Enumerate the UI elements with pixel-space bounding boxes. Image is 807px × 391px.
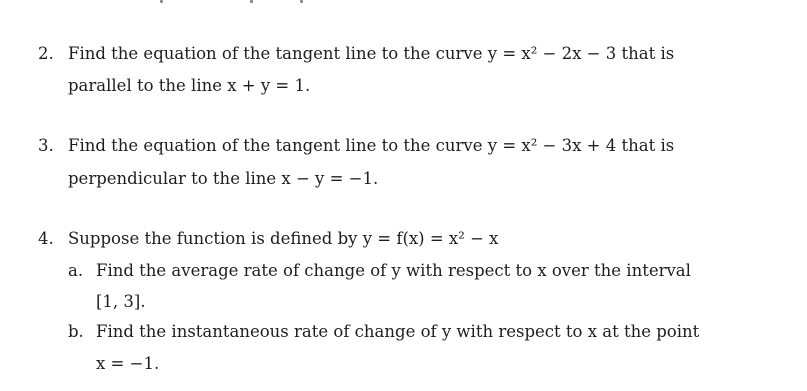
problem-4b-line-1: Find the instantaneous rate of change of y with respect to x at the point [96,322,700,341]
problem-2-line-2: parallel to the line x + y = 1. [68,76,311,95]
problem-3-number: 3. [38,136,54,155]
problem-4b-letter: b. [68,322,84,341]
problem-3-line-1: Find the equation of the tangent line to the curve y = x² − 3x + 4 that is [68,136,675,155]
problem-3-line-2: perpendicular to the line x − y = −1. [68,169,379,188]
problem-4a-line-2: [1, 3]. [96,292,146,311]
problem-2-line-1: Find the equation of the tangent line to the curve y = x² − 2x − 3 that is [68,44,675,63]
problem-2-number: 2. [38,44,54,63]
problem-4a-line-1: Find the average rate of change of y with respect to x over the interval [96,261,691,280]
problem-4-line-1: Suppose the function is defined by y = f(x) = x² − x [68,229,499,248]
problem-4a-letter: a. [68,261,84,280]
top-edge-artifacts [0,0,807,4]
problem-4-number: 4. [38,229,54,248]
problem-4b-line-2: x = −1. [96,354,160,373]
